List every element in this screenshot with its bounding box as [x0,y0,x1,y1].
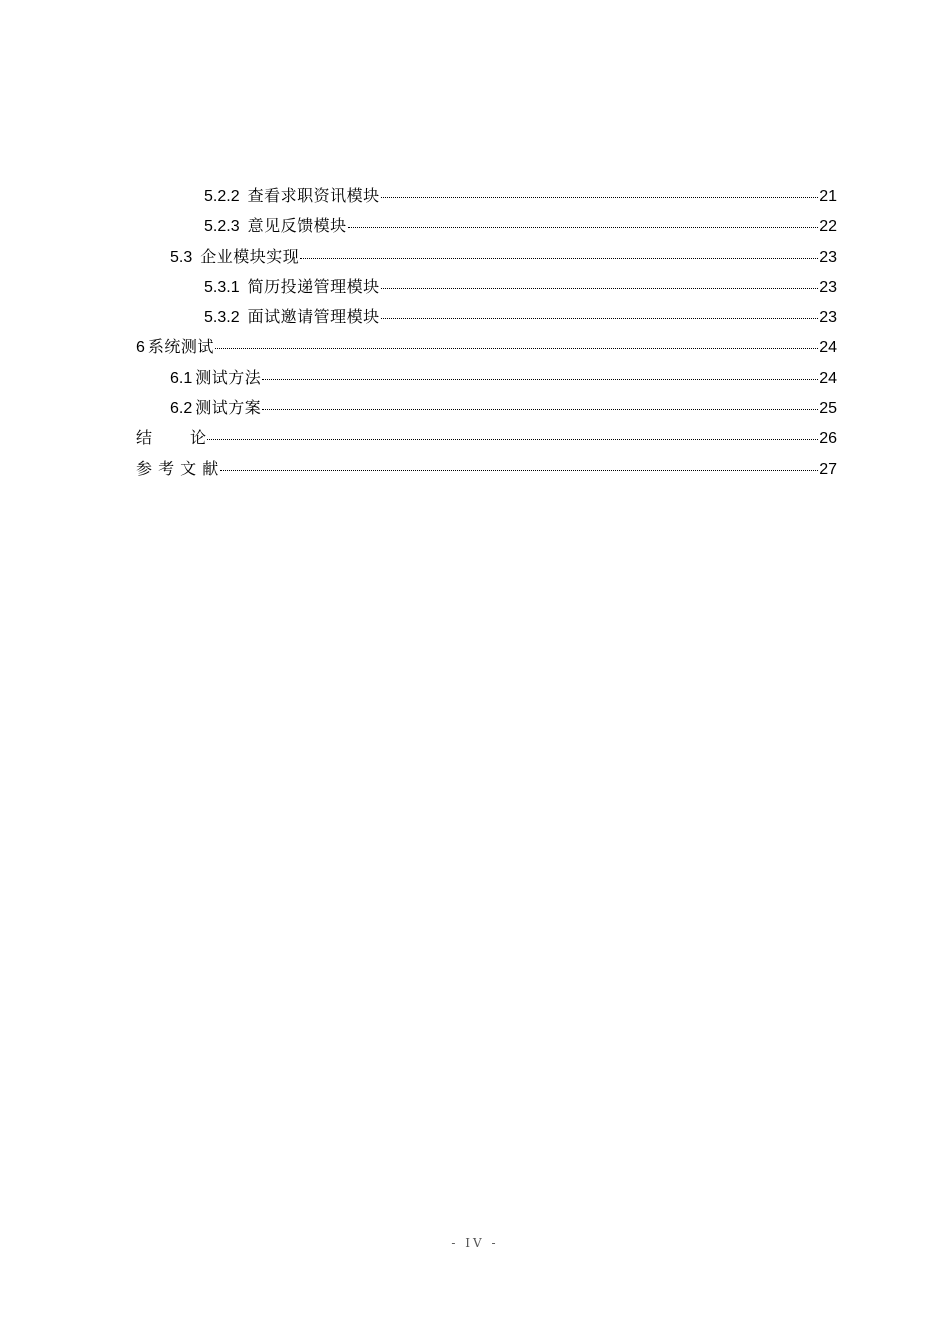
toc-entry-6[interactable] [136,334,837,364]
toc-entry-6-1[interactable] [136,365,837,395]
toc-entry-title: 企业模块实现 [200,246,300,266]
toc-entry-page: 26 [819,430,837,448]
toc-dot-leader [220,458,818,474]
toc-entry-number: 5.2.2 [204,188,240,205]
toc-entry-page: 24 [819,339,837,357]
toc-entry-title: 查看求职资讯模块 [247,186,380,205]
toc-entry-page: 22 [819,218,837,236]
toc-entry-number: 5.3.2 [204,309,240,327]
toc-dot-leader [207,427,818,443]
toc-dot-leader [262,367,818,383]
toc-entry-title: 简历投递管理模块 [247,276,380,296]
toc-entry-title: 面试邀请管理模块 [247,307,380,327]
toc-entry-5-2-2[interactable] [136,183,837,213]
toc-entry-page: 23 [819,248,837,266]
toc-entry-page: 27 [819,460,837,478]
toc-dot-leader [381,276,819,292]
toc-entry-6-2[interactable] [136,395,837,425]
toc-dot-leader [348,215,819,231]
page-number-footer: - IV - [451,1236,499,1250]
toc-entry-5-3[interactable] [136,244,837,274]
toc-dot-leader [381,185,819,201]
toc-entry-5-2-3[interactable] [136,213,837,243]
toc-dot-leader [381,306,819,322]
toc-entry-number: 6 [136,339,145,357]
toc-entry-title: 系统测试 [147,337,214,357]
toc-dot-leader [300,246,818,262]
toc-entry-title: 测试方案 [195,398,262,418]
toc-entry-number: 5.3.1 [204,278,240,296]
toc-entry-page: 24 [819,369,837,387]
toc-entry-title: 意见反馈模块 [247,216,347,236]
toc-entry-page: 25 [819,400,837,418]
toc-entry-page: 23 [819,278,837,296]
toc-entry-conclusion[interactable] [136,425,837,455]
toc-entry-page: 23 [819,309,837,327]
toc-dot-leader [262,397,818,413]
toc-entry-5-3-2[interactable] [136,304,837,334]
toc-entry-title: 参 考 文 献 [136,458,219,478]
toc-title-char: 结 [136,428,153,448]
toc-dot-leader [215,336,818,352]
toc-entry-number: 5.2.3 [204,218,240,236]
toc-entry-5-3-1[interactable] [136,274,837,304]
toc-title-char: 论 [190,428,207,448]
toc-entry-title [136,425,206,451]
toc-entry-number: 6.2 [170,400,193,418]
table-of-contents [136,183,837,486]
toc-entry-title: 测试方法 [195,367,262,387]
toc-entry-number: 5.3 [170,248,193,266]
toc-entry-references[interactable] [136,456,837,486]
toc-entry-page: 21 [819,188,837,205]
toc-entry-number: 6.1 [170,369,193,387]
